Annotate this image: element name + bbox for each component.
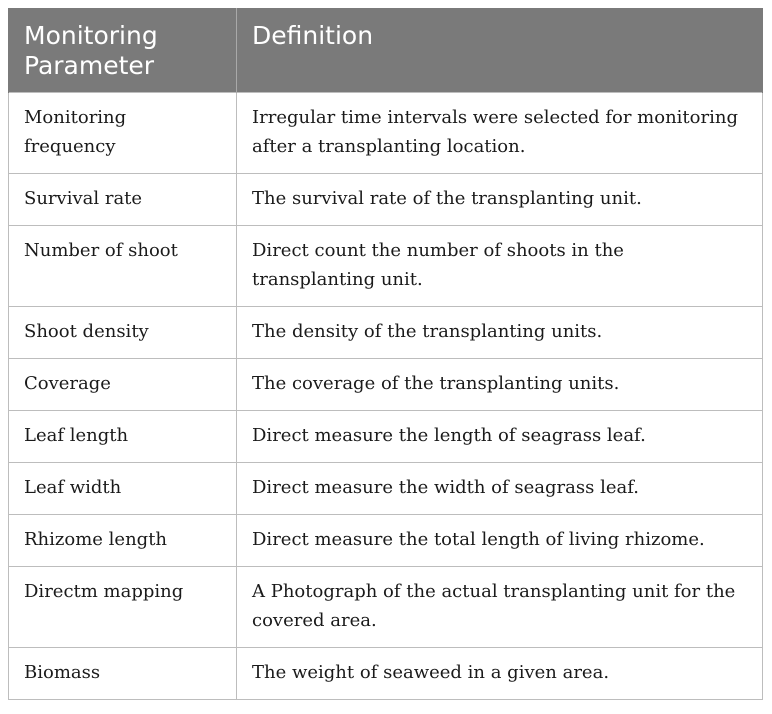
definition-cell: Irregular time intervals were selected for monitoring after a transplanting location.: [237, 93, 763, 174]
table-row: [9, 93, 763, 174]
parameter-cell: Leaf length: [9, 411, 237, 463]
parameter-cell: Coverage: [9, 359, 237, 411]
parameter-cell: Survival rate: [9, 174, 237, 226]
definition-cell: The survival rate of the transplanting unit.: [237, 174, 763, 226]
parameter-cell: Shoot density: [9, 307, 237, 359]
table-body: [9, 93, 763, 700]
definition-cell: The coverage of the transplanting units.: [237, 359, 763, 411]
table-row: [9, 307, 763, 359]
definition-cell: Direct measure the width of seagrass leaf.: [237, 463, 763, 515]
header-row: [9, 8, 763, 93]
table-header: [9, 8, 763, 93]
parameter-cell: Number of shoot: [9, 226, 237, 307]
table-row: [9, 648, 763, 700]
definition-cell: The density of the transplanting units.: [237, 307, 763, 359]
definition-cell: Direct count the number of shoots in the transplanting unit.: [237, 226, 763, 307]
monitoring-parameters-table: [8, 8, 763, 700]
table-row: [9, 411, 763, 463]
parameter-cell: Biomass: [9, 648, 237, 700]
parameter-cell: Leaf width: [9, 463, 237, 515]
parameter-cell: Directm mapping: [9, 567, 237, 648]
table-row: [9, 174, 763, 226]
header-definition: Definition: [237, 8, 763, 93]
definition-cell: Direct measure the total length of living rhizome.: [237, 515, 763, 567]
table-row: [9, 226, 763, 307]
table-container: [8, 8, 762, 700]
table-row: [9, 567, 763, 648]
table-row: [9, 463, 763, 515]
definition-cell: A Photograph of the actual transplanting unit for the covered area.: [237, 567, 763, 648]
definition-cell: Direct measure the length of seagrass leaf.: [237, 411, 763, 463]
parameter-cell: Rhizome length: [9, 515, 237, 567]
definition-cell: The weight of seaweed in a given area.: [237, 648, 763, 700]
table-row: [9, 515, 763, 567]
header-monitoring-parameter: Monitoring Parameter: [9, 8, 237, 93]
parameter-cell: Monitoring frequency: [9, 93, 237, 174]
table-row: [9, 359, 763, 411]
